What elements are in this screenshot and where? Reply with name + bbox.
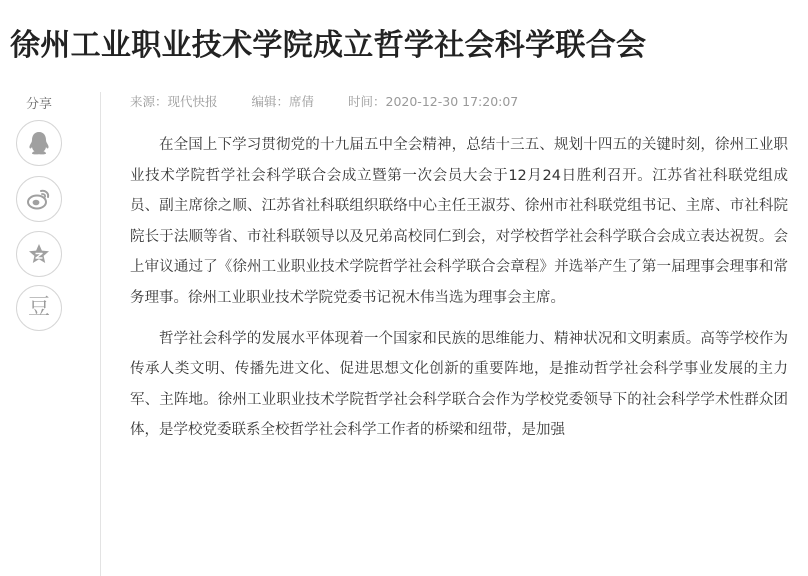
article-paragraph: 在全国上下学习贯彻党的十九届五中全会精神，总结十三五、规划十四五的关键时刻，徐州工业职业技术学院哲学社会科学联合会成立暨第一次会员大会于12月24日胜利召开。江苏省社科联党组成员、副主席徐之顺、江苏省社科联组织联络中心主任王淑芬、徐州市社科联党组书记、主席、市社科院院长于法顺等省、市社科联领导以及兄弟高校同仁到会，对学校哲学社会科学联合会成立表达祝贺。会上审议通过了《徐州工业职业技术学院哲学社会科学联合会章程》并选举产生了第一届理事会理事和常务理事。徐州工业职业技术学院党委书记祝木伟当选为理事会主席。 (130, 137, 788, 306)
article-editor: 编辑：席倩 (251, 94, 315, 109)
share-qzone-button[interactable] (16, 231, 62, 277)
sidebar-divider (100, 92, 101, 576)
qq-penguin-icon (27, 130, 51, 156)
share-qq-button[interactable] (16, 120, 62, 166)
article-title: 徐州工业职业技术学院成立哲学社会科学联合会 (10, 28, 647, 64)
share-douban-button[interactable] (16, 285, 62, 331)
article-paragraph: 哲学社会科学的发展水平体现着一个国家和民族的思维能力、精神状况和文明素质。高等学校作为传承人类文明、传播先进文化、促进思想文化创新的重要阵地，是推动哲学社会科学事业发展的主力军、主阵地。徐州工业职业技术学院哲学社会科学联合会作为学校党委领导下的社会科学学术性群众团体，是学校党委联系全校哲学社会科学工作者的桥梁和纽带，是加强 (130, 330, 788, 439)
douban-icon: 豆 (27, 295, 50, 320)
weibo-icon (26, 187, 52, 211)
article-time: 时间：2020-12-30 17:20:07 (348, 94, 519, 109)
share-weibo-button[interactable] (16, 176, 62, 222)
article-meta (130, 92, 548, 112)
qzone-star-icon (27, 242, 51, 266)
share-label: 分享 (26, 97, 53, 112)
article-source: 来源：现代快报 (130, 94, 218, 109)
article-content (130, 130, 788, 456)
